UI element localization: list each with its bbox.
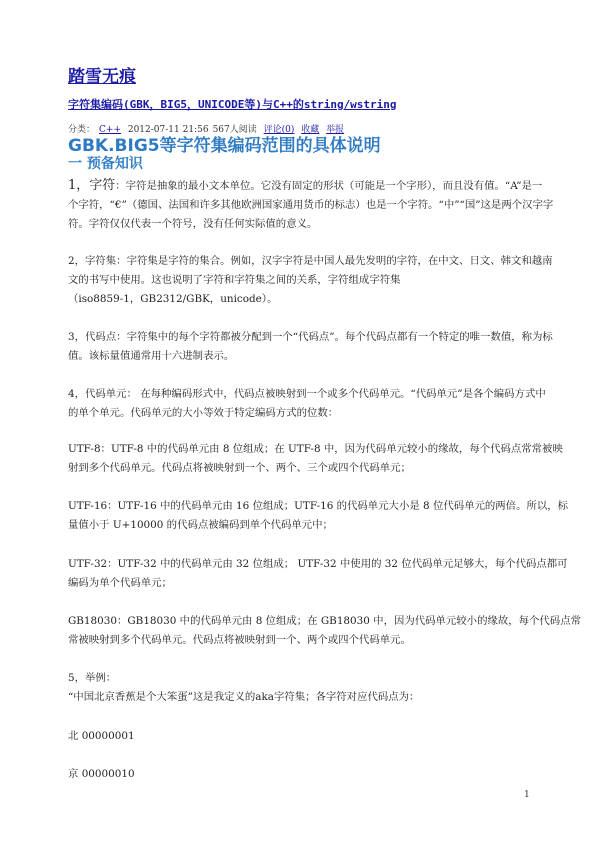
example-text: “中国北京香蕉是个大笨蛋”这是我定义的aka字符集；各字符对应代码点为： — [68, 691, 420, 703]
paragraph-character — [68, 176, 554, 234]
category-label: 分类： — [68, 125, 96, 135]
paragraph-charset — [68, 252, 553, 309]
paragraph-utf8 — [68, 440, 563, 478]
main-heading: GBK.BIG5等字符集编码范围的具体说明 — [68, 136, 381, 156]
paragraph-lead: 1，字符 — [68, 178, 116, 193]
paragraph-gb18030 — [68, 612, 581, 650]
paragraph-line: 的单个单元。代码单元的大小等效于特定编码方式的位数： — [68, 407, 339, 419]
paragraph-line: （iso8859-1，GB2312/GBK，unicode）。 — [68, 293, 278, 305]
post-meta — [68, 124, 348, 136]
paragraph-example — [68, 669, 538, 707]
post-title-link[interactable]: 字符集编码(GBK，BIG5，UNICODE等)与C++的string/wstring — [68, 98, 397, 111]
paragraph-line: 文的书写中使用。这也说明了字符和字符集之间的关系，字符组成字符集 — [68, 274, 401, 286]
paragraph-line: UTF-32：UTF-32 中的代码单元由 32 位组成； UTF-32 中使用的 32 位代码单元足够大，每个代码点都可 — [68, 558, 568, 570]
post-date: 2012-07-11 21:56 — [127, 125, 209, 135]
category-link[interactable]: C++ — [99, 125, 121, 135]
code-point-line: 京 00000010 — [68, 768, 135, 780]
paragraph-line: 射到多个代码单元。代码点将被映射到一个、两个、三个或四个代码单元； — [68, 462, 411, 474]
code-point-line: 北 00000001 — [68, 730, 135, 742]
sub-heading: 一 预备知识 — [68, 156, 143, 172]
paragraph-line: UTF-8：UTF-8 中的代码单元由 8 位组成；在 UTF-8 中，因为代码单元较小的缘故，每个代码点常常被映 — [68, 443, 563, 455]
paragraph-line: 常被映射到多个代码单元。代码点将被映射到一个、两个或四个代码单元。 — [68, 634, 411, 646]
favorite-link[interactable]: 收藏 — [301, 125, 320, 135]
paragraph-line: 3，代码点：字符集中的每个字符都被分配到一个“代码点”。每个代码点都有一个特定的唯一数值，称为标 — [68, 331, 553, 343]
paragraph-line: 量值小于 U+10000 的代码点被编码到单个代码单元中； — [68, 519, 333, 531]
code-point-entry — [68, 727, 538, 746]
read-count: 567人阅读 — [212, 125, 257, 135]
paragraph-line: 值。该标量值通常用十六进制表示。 — [68, 350, 235, 362]
paragraph-line: ：字符是抽象的最小文本单位。它没有固定的形状（可能是一个字形），而且没有值。“A”是一 — [115, 180, 543, 192]
report-link[interactable]: 举报 — [326, 125, 345, 135]
paragraph-line: 2，字符集：字符集是字符的集合。例如，汉字字符是中国人最先发明的字符，在中文、日文、韩文和越南 — [68, 255, 553, 267]
paragraph-line: GB18030：GB18030 中的代码单元由 8 位组成；在 GB18030 中，因为代码单元较小的缘故，每个代码点常 — [68, 615, 581, 627]
paragraph-line: 4，代码单元： 在每种编码形式中，代码点被映射到一个或多个代码单元。“代码单元”是各个编码方式中 — [68, 388, 546, 400]
paragraph-line: UTF-16：UTF-16 中的代码单元由 16 位组成；UTF-16 的代码单元大小是 8 位代码单元的两倍。所以，标 — [68, 500, 569, 512]
paragraph-line: 编码为单个代码单元； — [68, 577, 172, 589]
page-number: 1 — [524, 790, 530, 800]
paragraph-line: 符。字符仅仅代表一个符号，没有任何实际值的意义。 — [68, 218, 318, 230]
comments-link[interactable]: 评论(0) — [263, 125, 295, 135]
example-title: 5，举例： — [68, 672, 117, 684]
paragraph-utf32 — [68, 555, 568, 593]
blog-title-link[interactable]: 踏雪无痕 — [68, 67, 136, 87]
paragraph-utf16 — [68, 497, 569, 535]
paragraph-line: 个字符，“€”（德国、法国和许多其他欧洲国家通用货币的标志）也是一个字符。“中”“国”这是两个汉字字 — [68, 199, 554, 211]
paragraph-code-unit — [68, 385, 546, 423]
code-point-entry — [68, 765, 538, 784]
paragraph-code-point — [68, 328, 553, 366]
